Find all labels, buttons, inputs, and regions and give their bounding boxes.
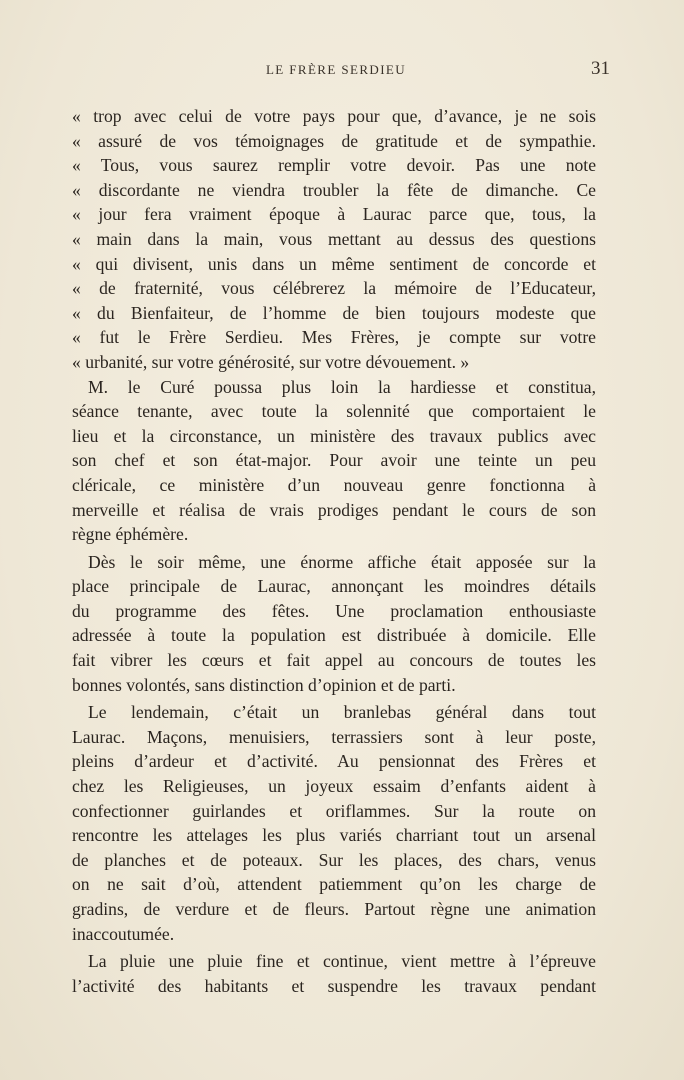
text-line: fait vibrer les cœurs et fait appel au concours de toutes les (72, 650, 596, 671)
text-line: adressée à toute la population est distribuée à domicile. Elle (72, 625, 596, 646)
text-line: l’activité des habitants et suspendre les travaux pendant (72, 975, 596, 996)
text-line: « main dans la main, vous mettant au dessus des questions (72, 228, 596, 249)
text-line: bonnes volontés, sans distinction d’opinion et de parti. (72, 674, 456, 695)
paragraph-first-line: Le lendemain, c’était un branlebas général dans tout (88, 702, 596, 723)
body-text (72, 104, 596, 998)
text-line: merveille et réalisa de vrais prodiges pendant le cours de son (72, 499, 596, 520)
page-header (72, 56, 610, 86)
text-line: inaccoutumée. (72, 923, 175, 944)
text-line: gradins, de verdure et de fleurs. Partout règne une animation (72, 899, 596, 919)
text-line: on ne sait d’où, attendent patiemment qu’on les charge de (72, 874, 596, 895)
paragraph-first-line: Dès le soir même, une énorme affiche était apposée sur la (88, 551, 596, 572)
text-line: « Tous, vous saurez remplir votre devoir. Pas une note (72, 155, 596, 176)
text-line: « de fraternité, vous célébrerez la mémoire de l’Educateur, (72, 278, 596, 299)
text-line: « urbanité, sur votre générosité, sur votre dévouement. » (72, 351, 470, 372)
text-line: son chef et son état-major. Pour avoir une teinte un peu (72, 450, 596, 471)
text-line: confectionner guirlandes et oriflammes. Sur la route on (72, 800, 596, 821)
paragraph-first-line: M. le Curé poussa plus loin la hardiesse et constitua, (88, 376, 596, 397)
running-head: LE FRÈRE SERDIEU (265, 62, 407, 77)
page-number: 31 (591, 58, 610, 79)
text-line: chez les Religieuses, un joyeux essaim d’enfants aident à (72, 776, 596, 797)
text-line: « qui divisent, unis dans un même sentiment de concorde et (72, 253, 596, 274)
text-line: « fut le Frère Serdieu. Mes Frères, je compte sur votre (72, 327, 596, 348)
text-line: séance tenante, avec toute la solennité que comportaient le (72, 401, 596, 422)
text-line: lieu et la circonstance, un ministère des travaux publics avec (72, 425, 596, 446)
paragraph-first-line: La pluie une pluie fine et continue, vient mettre à l’épreuve (88, 951, 596, 972)
text-line: du programme des fêtes. Une proclamation enthousiaste (72, 600, 596, 621)
text-line: « du Bienfaiteur, de l’homme de bien toujours modeste que (72, 302, 596, 323)
text-line: pleins d’ardeur et d’activité. Au pensionnat des Frères et (72, 751, 596, 772)
text-line: règne éphémère. (72, 524, 189, 545)
text-line: place principale de Laurac, annonçant les moindres détails (72, 576, 596, 597)
text-line: « assuré de vos témoignages de gratitude et de sympathie. (72, 130, 596, 151)
text-line: « trop avec celui de votre pays pour que, d’avance, je ne sois (72, 106, 596, 126)
text-line: Laurac. Maçons, menuisiers, terrassiers sont à leur poste, (72, 726, 596, 747)
text-line: « discordante ne viendra troubler la fête de dimanche. Ce (72, 179, 596, 200)
text-line: « jour fera vraiment époque à Laurac parce que, tous, la (72, 204, 596, 225)
text-line: rencontre les attelages les plus variés charriant tout un arsenal (72, 825, 596, 846)
text-line: de planches et de poteaux. Sur les places, des chars, venus (72, 849, 596, 870)
text-line: cléricale, ce ministère d’un nouveau genre fonctionna à (72, 474, 596, 495)
